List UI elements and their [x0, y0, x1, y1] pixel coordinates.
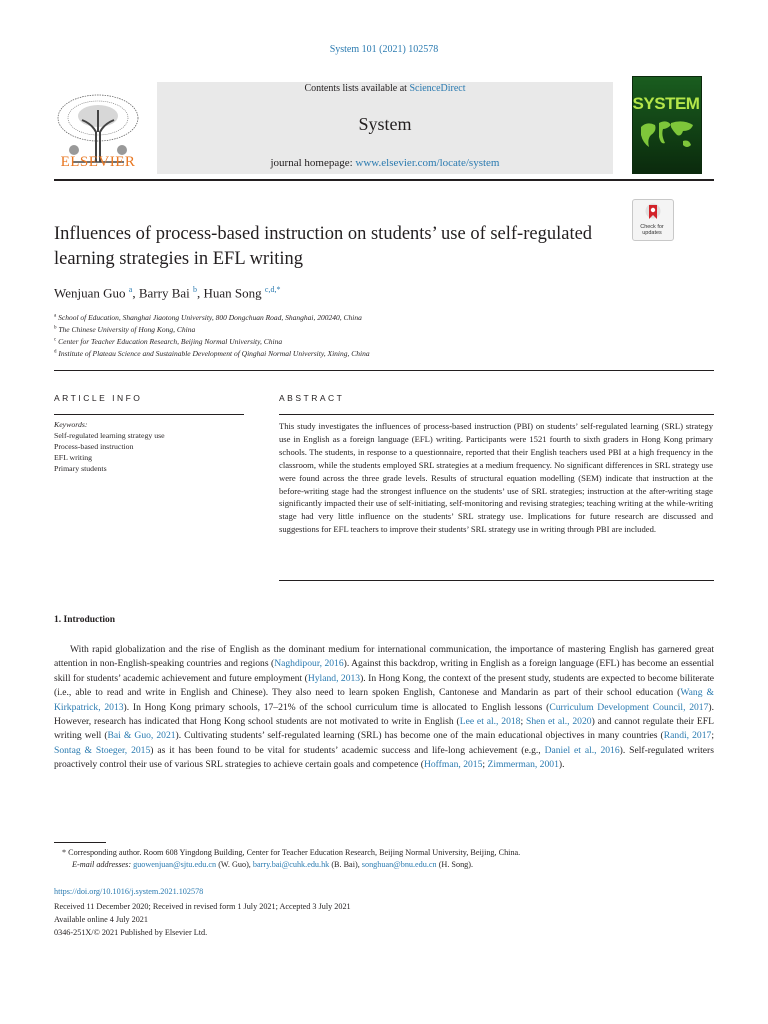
article-history: Received 11 December 2020; Received in revised form 1 July 2021; Accepted 3 July 2021	[54, 902, 351, 911]
corresponding-author-text: Corresponding author. Room 608 Yingdong Building, Center for Teacher Education Research, Beijing Normal University, Beijing, China.	[68, 848, 521, 857]
keyword-item: Self-regulated learning strategy use	[54, 431, 165, 440]
intro-text-run: ). In Hong Kong, the context of the present study, students are expected to become biliterate (i.e., able to read and write in English and Chinese). They also need to learn spoken English, Cantonese and Mandarin as part of their school education (	[54, 672, 715, 699]
email-addresses-note	[54, 860, 732, 869]
abstract-rule	[279, 580, 714, 581]
email-label: E-mail addresses:	[72, 860, 132, 869]
abstract-text: This study investigates the influences of process-based instruction (PBI) on students’ self-regulated learning (SRL) strategy use in English as a foreign language (EFL) writing. Participants were 1521 fourth to sixth graders in Hong Kong primary schools. The students, in response to a questionnaire, reported that their English teachers used PBI at a high frequency in the classroom, while the students employed SRL strategies at a medium frequency. No significant differences in SRL strategy use were found across the three grade levels. Results of structural equation modelling (SEM) indicate that instruction at the before-writing stage had the strongest influence on the students’ use of SRL strategies; instruction at the after-writing stage significantly impacted their use of self-initiating, self-monitoring and revising strategies; teaching writing at the while-writing stage had very little influence on the students’ SRL strategy use. Implications for future research are discussed and suggestions for EFL teachers to improve their students’ SRL strategy use in writing through PBI are included.	[279, 421, 713, 535]
journal-homepage-line	[157, 157, 613, 169]
header-rule	[54, 179, 714, 181]
keywords-list	[54, 419, 165, 474]
contents-prefix: Contents lists available at	[304, 83, 407, 94]
affiliation-text: Institute of Plateau Science and Sustainable Development of Qinghai Normal University, Xining, China	[58, 349, 370, 358]
author-name[interactable]: Huan Song	[203, 285, 262, 301]
intro-text-run: ) as it has been found to be vital for students’ academic success and life-long achievement (e.g.,	[150, 744, 545, 756]
citation-link[interactable]: Wang & Kirkpatrick, 2013	[54, 687, 715, 713]
intro-text-run: ). Self-regulated writers proactively control their use of various SRL strategies to achieve certain goals and competence (	[54, 744, 714, 771]
footnote-marker: *	[62, 848, 67, 857]
affiliation-item	[54, 337, 282, 346]
intro-text-run: ;	[711, 730, 714, 742]
section-divider	[54, 370, 714, 371]
affiliation-marker: b	[54, 325, 57, 331]
intro-text-run: ;	[520, 716, 526, 728]
citation-link[interactable]: Sontag & Stoeger, 2015	[54, 744, 151, 756]
affiliation-marker: d	[54, 349, 57, 355]
email-owner: (H. Song).	[438, 860, 474, 869]
intro-text-run: ) and cannot regulate their EFL writing well (	[54, 716, 714, 742]
author-name[interactable]: Barry Bai	[138, 285, 190, 301]
abstract-rule	[279, 414, 714, 415]
citation-link[interactable]: Lee et al., 2018	[459, 716, 521, 728]
keywords-label: Keywords:	[54, 420, 88, 429]
affiliation-marker: a	[54, 313, 57, 319]
keyword-item: Process-based instruction	[54, 442, 134, 451]
affiliation-marker: c	[54, 337, 57, 343]
corresponding-author-note	[54, 848, 722, 857]
affiliation-item	[54, 349, 370, 358]
author-affiliation-marker[interactable]: a	[128, 285, 133, 294]
author-list: Wenjuan Guo $^a$, Barry Bai $^b$, Huan Song $^{c,d,*}$	[54, 285, 281, 301]
article-info-rule	[54, 414, 244, 415]
world-map-icon	[637, 117, 697, 153]
affiliation-text: Center for Teacher Education Research, Beijing Normal University, China	[58, 337, 283, 346]
doi-link[interactable]: https://doi.org/10.1016/j.system.2021.102578	[54, 887, 204, 896]
affiliation-item	[54, 313, 362, 322]
abstract-heading: ABSTRACT	[279, 393, 345, 403]
intro-text-run: ).	[558, 759, 565, 771]
journal-name: System	[358, 114, 412, 134]
email-owner: (B. Bai),	[331, 860, 360, 869]
footnote-rule	[54, 842, 106, 843]
copyright-line: 0346-251X/© 2021 Published by Elsevier Ltd.	[54, 928, 208, 937]
intro-paragraph	[54, 643, 714, 773]
cover-title: SYSTEM	[632, 94, 700, 113]
citation-link[interactable]: Hoffman, 2015	[423, 759, 483, 771]
author-affiliation-marker[interactable]: c,d,*	[264, 285, 281, 294]
citation-link[interactable]: Hyland, 2013	[307, 672, 361, 684]
intro-text-run: ). Against this backdrop, writing in English as a foreign language (EFL) has become an essential skill for students’ academic achievement and future employment (	[54, 658, 714, 684]
intro-text-run: ;	[482, 759, 488, 771]
affiliation-text: The Chinese University of Hong Kong, China	[58, 325, 196, 334]
journal-reference-link[interactable]: System 101 (2021) 102578	[329, 44, 439, 55]
bookmark-ribbon-icon	[644, 203, 662, 223]
section-heading: 1. Introduction	[54, 615, 116, 625]
citation-link[interactable]: Naghdipour, 2016	[274, 658, 344, 670]
intro-text-run: ). However, research has indicated that Hong Kong school students are not motivated to write in English (	[54, 701, 714, 728]
affiliation-item	[54, 325, 195, 334]
keyword-item: EFL writing	[54, 453, 93, 462]
article-title: Influences of process-based instruction on students’ use of self-regulated learning strategies in EFL writing	[54, 224, 593, 269]
affiliation-text: School of Education, Shanghai Jiaotong University, 800 Dongchuan Road, Shanghai, 200240, China	[58, 313, 362, 322]
email-owner: (W. Guo),	[218, 860, 251, 869]
email-link[interactable]: guowenjuan@sjtu.edu.cn	[133, 860, 217, 869]
keyword-item: Primary students	[54, 464, 107, 473]
citation-link[interactable]: Daniel et al., 2016	[544, 744, 620, 756]
citation-link[interactable]: Bai & Guo, 2021	[107, 730, 176, 742]
article-info-heading: ARTICLE INFO	[54, 393, 143, 403]
author-name[interactable]: Wenjuan Guo	[54, 285, 126, 301]
intro-text-run: With rapid globalization and the rise of English as the dominant medium for international communication, the importance of mastering English has garnered great attention in non-English-speaking countries and regions (	[54, 644, 714, 670]
online-date: Available online 4 July 2021	[54, 915, 148, 924]
publisher-wordmark: ELSEVIER	[60, 154, 136, 170]
check-for-updates-label: Check for updates	[640, 224, 664, 236]
citation-link[interactable]: Shen et al., 2020	[526, 716, 592, 728]
journal-homepage-link[interactable]: www.elsevier.com/locate/system	[355, 157, 500, 169]
citation-link[interactable]: Randi, 2017	[663, 730, 712, 742]
citation-link[interactable]: Zimmerman, 2001	[487, 759, 559, 771]
intro-text-run: ). Cultivating students’ self-regulated learning (SRL) has become one of the main educational objectives in many countries (	[175, 730, 664, 742]
email-link[interactable]: songhuan@bnu.edu.cn	[361, 860, 437, 869]
journal-cover-thumbnail[interactable]	[632, 76, 702, 174]
citation-link[interactable]: Curriculum Development Council, 2017	[549, 701, 709, 713]
intro-text-run: ). In Hong Kong primary schools, 17–21% of the school curriculum time is allocated to English lessons (	[123, 701, 550, 713]
contents-line	[157, 82, 613, 96]
homepage-prefix: journal homepage:	[270, 157, 353, 169]
sciencedirect-link[interactable]: ScienceDirect	[409, 83, 466, 94]
author-affiliation-marker[interactable]: b	[193, 285, 197, 294]
email-link[interactable]: barry.bai@cuhk.edu.hk	[252, 860, 330, 869]
